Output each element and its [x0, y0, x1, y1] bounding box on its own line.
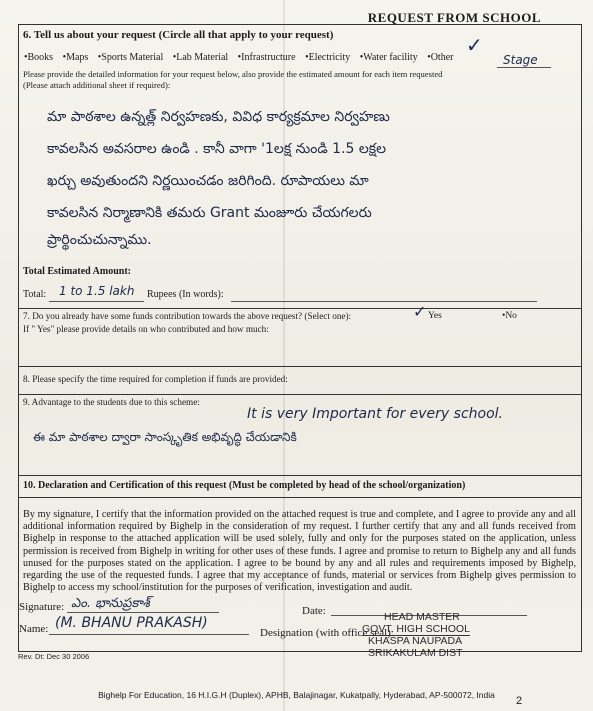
section-7-followup: If " Yes" please provide details on who contributed and how much: — [23, 324, 269, 334]
request-options — [24, 52, 460, 63]
handwritten-line-2: కావలసిన అవసరాల ఉండి . కానీ వాగా '1లక్ష నుండి 1.5 లక్షల — [47, 141, 387, 157]
option-infrastructure[interactable]: •Infrastructure — [237, 52, 296, 63]
seal-line-2: GOVT. HIGH SCHOOL — [362, 622, 470, 635]
yes-checkmark: ✓ — [413, 304, 427, 321]
section-7 — [19, 304, 581, 367]
form-frame — [18, 24, 582, 652]
signature-mark: ఎం. భానుప్రకాశ్ — [71, 596, 150, 611]
handwritten-line-1: మా పాఠశాల ఉన్నత్ల్ నిర్వహణకు, వివిధ కార్యక్రమాల నిర్వహణు — [47, 109, 390, 125]
section-9-question: 9. Advantage to the students due to this scheme: — [23, 397, 200, 407]
section-8 — [19, 366, 581, 395]
seal-line-3: KHASPA NAUPADA — [368, 635, 463, 647]
option-lab-material[interactable]: •Lab Material — [172, 52, 229, 63]
date-label: Date: — [302, 605, 326, 617]
designation-label: Designation (with office seal): — [260, 627, 394, 639]
footer-address: Bighelp For Education, 16 H.I.G.H (Duplex), APHB, Balajinagar, Kukatpally, Hyderabad, AP-500072, India — [98, 690, 495, 700]
form-title: REQUEST FROM SCHOOL — [367, 10, 541, 25]
office-seal — [362, 612, 470, 659]
total-value: 1 to 1.5 lakh — [59, 284, 135, 298]
option-electricity[interactable]: •Electricity — [305, 52, 351, 63]
handwritten-line-5: ప్రార్థించుచున్నాము. — [47, 232, 152, 248]
handwritten-line-3: ఖర్చు అవుతుందని నిర్ణయించడం జరిగింది. రూపాయలు మా — [47, 173, 369, 189]
instructions-line-2: (Please attach additional sheet if required): — [23, 80, 171, 90]
total-estimated-label: Total Estimated Amount: — [23, 266, 131, 277]
rupees-in-words-label: Rupees (In words): — [147, 289, 224, 300]
section-10-title-bar — [19, 475, 581, 498]
section-6-heading: 6. Tell us about your request (Circle all that apply to your request) — [23, 29, 334, 41]
declaration-text: By my signature, I certify that the information provided on the attached request is true and complete, and I agree to provide any and all additional information required by Bighelp in the consideration of my request. I further certify that any and all funds received from Bighelp in response to the attached application will be used solely, fully and only for the purposes stated on the application, unless permission is received from Bighelp in writing for other uses of these funds. I agree and promise to return to Bighelp any and all funds unused for the purposes stated on the application. I agree to be bound by any and all rules and requirements imposed by Bighelp, regarding the use of the requested funds. I agree that my acceptance of funds, material or services from Bighelp gives permission to Bighelp to access my school/institution for the purposes of verification, investigation and audit. — [23, 509, 576, 594]
name-label: Name: — [19, 623, 49, 635]
option-water-facility[interactable]: •Water facility — [359, 52, 418, 63]
section-10-heading: 10. Declaration and Certification of this request (Must be completed by head of the school/organization) — [23, 480, 466, 491]
yes-option[interactable]: Yes — [428, 311, 442, 321]
name-value: (M. BHANU PRAKASH) — [55, 615, 208, 631]
section-9-answer-telugu: ఈ మా పాఠశాల ద్వారా సాంస్కృతిక అభివృద్ధి చేయడానికి — [33, 430, 297, 444]
signature-label: Signature: — [19, 601, 65, 613]
section-9 — [19, 394, 581, 476]
section-6 — [19, 25, 581, 309]
signature-line — [67, 612, 219, 613]
total-label: Total: — [23, 289, 47, 300]
section-7-question: 7. Do you already have some funds contribution towards the above request? (Select one): — [23, 311, 352, 321]
option-maps[interactable]: •Maps — [62, 52, 89, 63]
no-option[interactable]: •No — [502, 311, 517, 321]
other-checkmark: ✓ — [466, 35, 483, 57]
seal-line-4: SRIKAKULAM DIST — [368, 646, 463, 659]
name-line — [49, 634, 249, 635]
page-number: 2 — [516, 695, 523, 707]
option-other[interactable]: •Other — [427, 52, 454, 63]
section-9-answer-english: It is very Important for every school. — [247, 406, 503, 422]
handwritten-line-4: కావలసిన నిర్మాణానికి తమరు Grant మంజూరు చేయగలరు — [47, 205, 372, 221]
total-underline — [49, 301, 144, 302]
section-8-question: 8. Please specify the time required for completion if funds are provided: — [23, 374, 288, 384]
instructions-line-1: Please provide the detailed information for your request below, also provide the estimated amount for each item requested — [23, 69, 443, 79]
revision-date: Rev. Dt: Dec 30 2006 — [18, 652, 90, 661]
option-sports-material[interactable]: •Sports Material — [97, 52, 164, 63]
rupees-in-words-line — [231, 301, 537, 302]
option-books[interactable]: •Books — [24, 52, 54, 63]
other-underline — [497, 67, 551, 68]
seal-line-1: HEAD MASTER — [384, 611, 460, 623]
other-value: Stage — [503, 53, 538, 67]
